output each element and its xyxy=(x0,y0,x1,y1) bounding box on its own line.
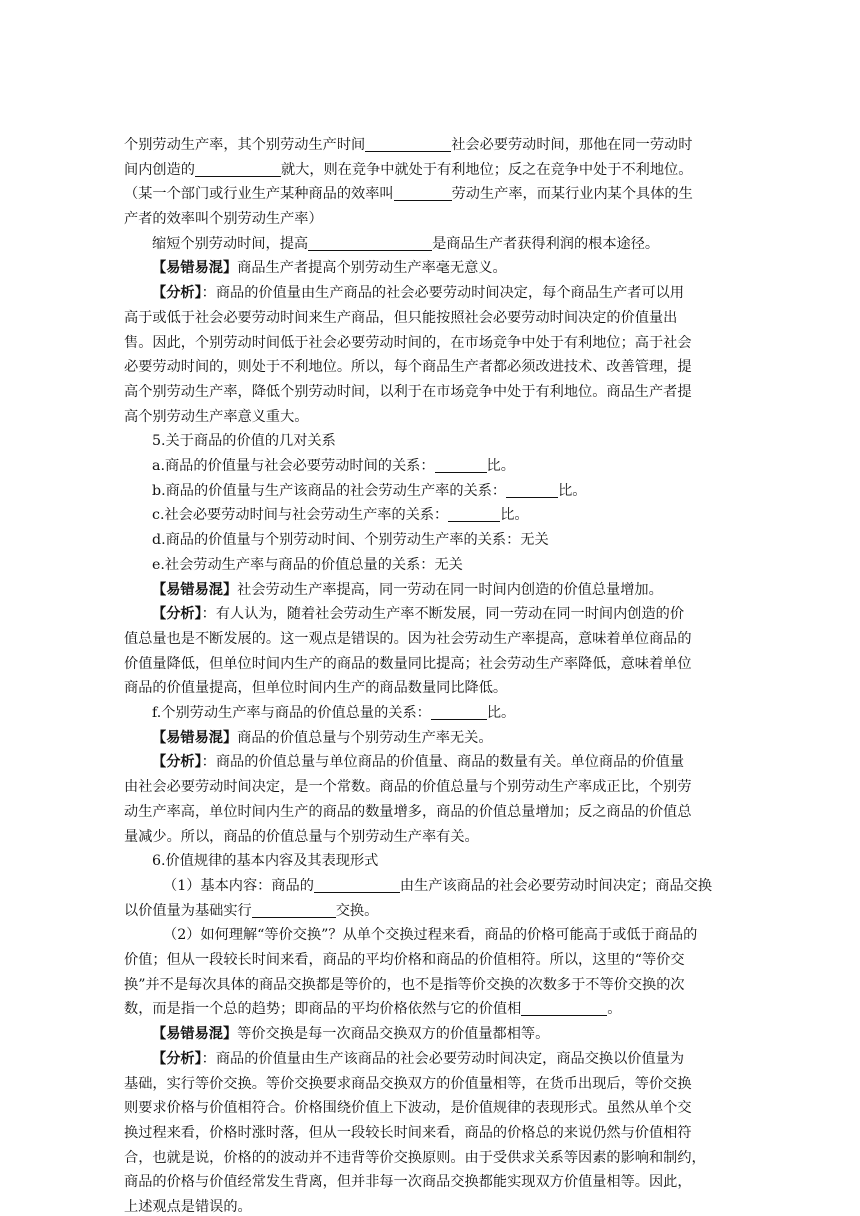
analysis-line: 量减少。所以，商品的价值总量与个别劳动生产率有关。 xyxy=(124,829,479,845)
analysis-line: 动生产率高，单位时间内生产的商品的数量增多，商品的价值总量增加；反之商品的价值总 xyxy=(124,804,692,820)
fill-blank xyxy=(448,506,500,522)
analysis-line: 值总量也是不断发展的。这一观点是错误的。因为社会劳动生产率提高，意味着单位商品的 xyxy=(124,631,692,647)
list-item: d.商品的价值量与个别劳动时间、个别劳动生产率的关系：无关 xyxy=(152,532,549,548)
text-line: 数，而是指一个总的趋势；即商品的平均价格依然与它的价值相 。 xyxy=(124,1001,622,1017)
fill-blank xyxy=(308,235,432,251)
fill-blank xyxy=(521,1000,607,1016)
analysis-line: 【分析】：商品的价值量由生产该商品的社会必要劳动时间决定，商品交换以价值量为 xyxy=(152,1051,685,1067)
mistake-note: 【易错易混】社会劳动生产率提高，同一劳动在同一时间内创造的价值总量增加。 xyxy=(152,582,663,598)
fill-blank xyxy=(365,136,451,152)
text-line: 间内创造的 就大，则在竞争中就处于有利地位；反之在竞争中处于不利地位。 xyxy=(124,162,693,178)
fill-blank xyxy=(314,877,400,893)
text-line: 以价值量为基础实行 交换。 xyxy=(124,903,379,919)
analysis-line: 商品的价值量提高，但单位时间内生产的商品数量同比降低。 xyxy=(124,680,508,696)
analysis-line: 则要求价格与价值相符合。价格围绕价值上下波动，是价值规律的表现形式。虽然从单个交 xyxy=(124,1100,692,1116)
text-line: （2）如何理解“等价交换”？从单个交换过程来看，商品的价格可能高于或低于商品的 xyxy=(163,927,698,943)
analysis-line: 【分析】：商品的价值量由生产商品的社会必要劳动时间决定，每个商品生产者可以用 xyxy=(152,285,685,301)
analysis-line: 换过程来看，价格时涨时落，但从一段较长时间来看，商品的价格总的来说仍然与价值相符 xyxy=(124,1125,692,1141)
text-line: 个别劳动生产率，其个别劳动生产时间 社会必要劳动时间，那他在同一劳动时 xyxy=(124,137,693,153)
fill-blank xyxy=(435,457,487,473)
analysis-line: 高于或低于社会必要劳动时间来生产商品，但只能按照社会必要劳动时间决定的价值量出 xyxy=(124,310,678,326)
mistake-note: 【易错易混】等价交换是每一次商品交换双方的价值量都相等。 xyxy=(152,1026,550,1042)
list-item: b.商品的价值量与生产该商品的社会劳动生产率的关系： 比。 xyxy=(152,483,587,499)
analysis-line: 高个别劳动生产率意义重大。 xyxy=(124,409,309,425)
list-item: f.个别劳动生产率与商品的价值总量的关系： 比。 xyxy=(152,705,516,721)
fill-blank xyxy=(431,704,487,720)
fill-blank xyxy=(195,161,281,177)
fill-blank xyxy=(506,482,558,498)
mistake-note: 【易错易混】商品生产者提高个别劳动生产率毫无意义。 xyxy=(152,260,507,276)
analysis-line: 上述观点是错误的。 xyxy=(124,1199,252,1215)
analysis-line: 合，也就是说，价格的的波动并不违背等价交换原则。由于受供求关系等因素的影响和制约， xyxy=(124,1150,706,1166)
text-line: 产者的效率叫个别劳动生产率） xyxy=(124,211,323,227)
section-heading: 5.关于商品的价值的几对关系 xyxy=(152,433,336,449)
text-line: （1）基本内容：商品的 由生产该商品的社会必要劳动时间决定；商品交换 xyxy=(163,878,713,894)
fill-blank xyxy=(394,185,452,201)
analysis-line: 基础，实行等价交换。等价交换要求商品交换双方的价值量相等，在货币出现后，等价交换 xyxy=(124,1076,692,1092)
analysis-line: 必要劳动时间的，则处于不利地位。所以，每个商品生产者都必须改进技术、改善管理，提 xyxy=(124,359,692,375)
analysis-line: 由社会必要劳动时间决定，是一个常数。商品的价值总量与个别劳动生产率成正比，个别劳 xyxy=(124,779,692,795)
text-line: 换”并不是每次具体的商品交换都是等价的，也不是指等价交换的次数多于不等价交换的次 xyxy=(124,977,685,993)
analysis-line: 售。因此，个别劳动时间低于社会必要劳动时间的，在市场竞争中处于有利地位；高于社会 xyxy=(124,335,692,351)
list-item: a.商品的价值量与社会必要劳动时间的关系： 比。 xyxy=(152,458,515,474)
text-line: 价值；但从一段较长时间来看，商品的平均价格和商品的价值相符。所以，这里的“等价交 xyxy=(124,952,685,968)
text-line: （某一个部门或行业生产某种商品的效率叫 劳动生产率，而某行业内某个具体的生 xyxy=(124,186,693,202)
list-item: e.社会劳动生产率与商品的价值总量的关系：无关 xyxy=(152,557,463,573)
text-line: 缩短个别劳动时间，提高 是商品生产者获得利润的根本途径。 xyxy=(152,236,660,252)
analysis-line: 【分析】：有人认为，随着社会劳动生产率不断发展，同一劳动在同一时间内创造的价 xyxy=(152,606,685,622)
analysis-line: 高个别劳动生产率，降低个别劳动时间，以利于在市场竞争中处于有利地位。商品生产者提 xyxy=(124,384,692,400)
analysis-line: 商品的价格与价值经常发生背离，但并非每一次商品交换都能实现双方价值量相等。因此， xyxy=(124,1174,692,1190)
mistake-note: 【易错易混】商品的价值总量与个别劳动生产率无关。 xyxy=(152,730,493,746)
analysis-line: 【分析】：商品的价值总量与单位商品的价值量、商品的数量有关。单位商品的价值量 xyxy=(152,754,685,770)
analysis-line: 价值量降低，但单位时间内生产的商品的数量同比提高；社会劳动生产率降低，意味着单位 xyxy=(124,656,692,672)
fill-blank xyxy=(252,902,336,918)
list-item: c.社会必要劳动时间与社会劳动生产率的关系： 比。 xyxy=(152,507,529,523)
section-heading: 6.价值规律的基本内容及其表现形式 xyxy=(152,853,379,869)
